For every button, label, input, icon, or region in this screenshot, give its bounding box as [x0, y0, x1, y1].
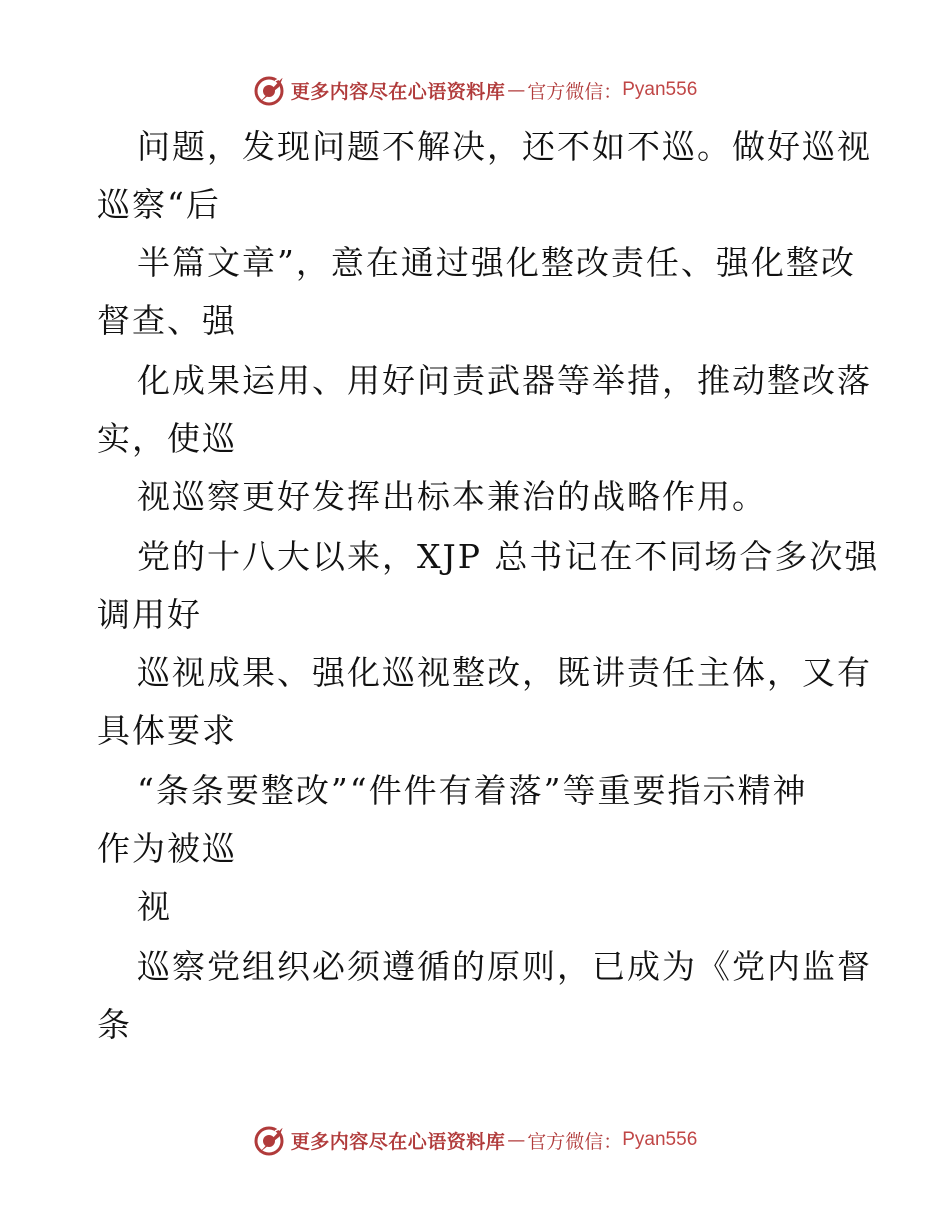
body-line: 问题，发现问题不解决，还不如不巡。做好巡视: [137, 127, 872, 166]
wechat-label: 官方微信：: [527, 80, 623, 103]
body-line: 督查、强: [97, 301, 237, 340]
footer-banner: [0, 1120, 950, 1160]
wechat-id: Pyan556: [622, 1129, 698, 1150]
banner-dash: —: [507, 1129, 526, 1151]
wechat-label: 官方微信：: [527, 1130, 623, 1153]
body-line: 视: [137, 887, 172, 926]
body-line: 作为被巡: [97, 829, 237, 868]
body-line: 巡察“后: [97, 185, 221, 224]
banner-dash: —: [507, 79, 526, 101]
body-line: “条条要整改”“件件有着落”等重要指示精神: [137, 771, 808, 810]
body-line: 视巡察更好发挥出标本兼治的战略作用。: [137, 477, 767, 516]
body-line: 具体要求: [97, 711, 237, 750]
quill-logo-icon: [253, 1123, 287, 1157]
body-line: 半篇文章”，意在通过强化整改责任、强化整改: [137, 243, 856, 282]
body-line: 巡视成果、强化巡视整改，既讲责任主体，又有: [137, 653, 872, 692]
banner-slogan: 更多内容尽在心语资料库: [290, 1130, 506, 1153]
body-line: 调用好: [97, 595, 202, 634]
body-line: 巡察党组织必须遵循的原则，已成为《党内监督: [137, 947, 872, 986]
banner-slogan: 更多内容尽在心语资料库: [290, 80, 506, 103]
body-line: 实，使巡: [97, 419, 237, 458]
body-line: 化成果运用、用好问责武器等举措，推动整改落: [137, 361, 872, 400]
wechat-id: Pyan556: [622, 79, 698, 100]
body-line: 条: [97, 1005, 132, 1044]
body-line: 党的十八大以来，XJP 总书记在不同场合多次强: [137, 537, 880, 576]
